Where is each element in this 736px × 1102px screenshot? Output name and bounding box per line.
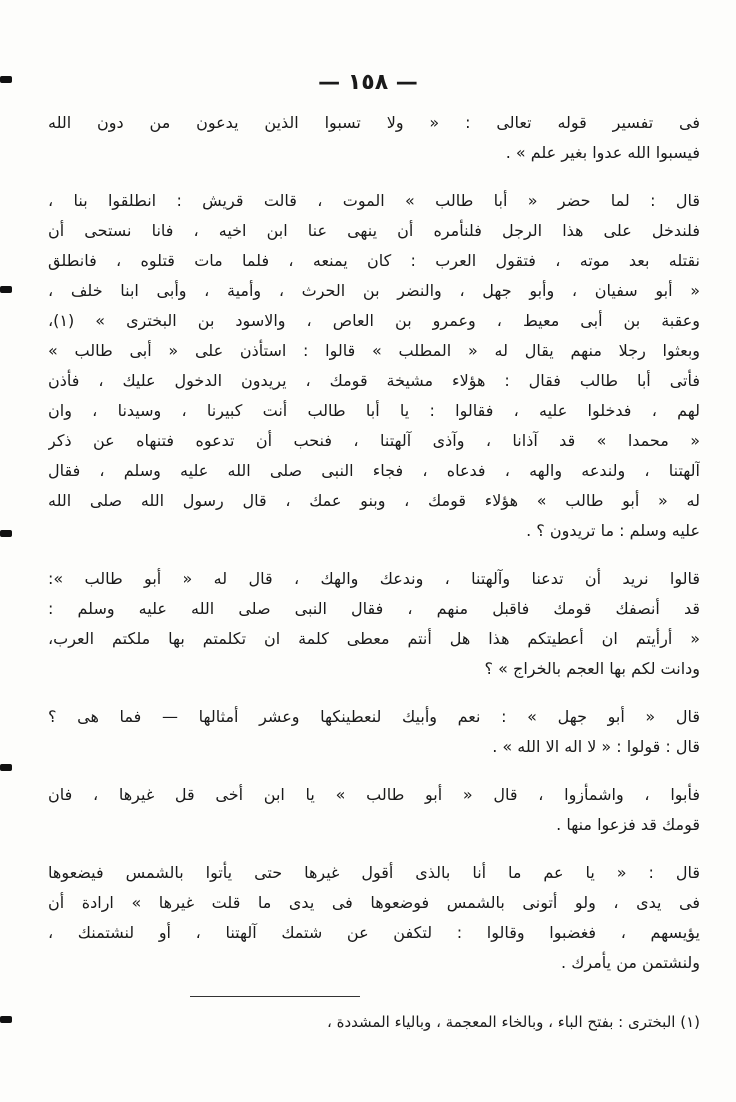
- text-line: قومك قد فزعوا منها .: [556, 815, 700, 834]
- paragraph: [48, 858, 700, 978]
- text-line: وبعثوا رجلا منهم يقال له « المطلب » قالوا : استأذن على « أبى طالب »: [48, 341, 700, 360]
- text-line: قال : « يا عم ما أنا بالذى أقول غيرها حتى يأتوا بالشمس فيضعوها: [48, 863, 700, 882]
- scan-edge-mark: [0, 764, 12, 771]
- footnote: (١) البخترى : بفتح الباء ، وبالخاء المعجمة ، وبالياء المشددة ،: [327, 1013, 700, 1031]
- text-line: قالوا نريد أن تدعنا وآلهتنا ، وندعك والهك ، قال له « أبو طالب »:: [48, 569, 700, 588]
- scan-edge-mark: [0, 286, 12, 293]
- text-line: فأبوا ، واشمأزوا ، قال « أبو طالب » يا ابن أخى قل غيرها ، فان: [48, 785, 700, 804]
- paragraph: [48, 780, 700, 840]
- text-line: قال « أبو جهل » : نعم وأبيك لنعطينكها وعشر أمثالها — فما هى ؟: [48, 707, 700, 726]
- text-line: فى تفسير قوله تعالى : « ولا تسبوا الذين يدعون من دون الله: [48, 113, 700, 132]
- text-line: ولنشتمن من يأمرك .: [561, 953, 700, 972]
- footnote-divider: [190, 996, 360, 997]
- paragraph: [48, 186, 700, 546]
- text-line: « محمدا » قد آذانا ، وآذى آلهتنا ، فنحب أن تدعوه فتنهاه عن ذكر: [48, 431, 700, 450]
- text-line: فيسبوا الله عدوا بغير علم » .: [505, 143, 700, 162]
- paragraph: [48, 564, 700, 684]
- text-line: قال : قولوا : « لا اله الا الله » .: [492, 737, 700, 756]
- text-line: له « أبو طالب » هؤلاء قومك ، وبنو عمك ، قال رسول الله صلى الله: [48, 491, 700, 510]
- text-line: يؤيسهم ، فغضبوا وقالوا : لتكفن عن شتمك آلهتنا ، أو لنشتمنك ،: [48, 923, 700, 942]
- text-line: فى يدى ، ولو أتونى بالشمس فوضعوها فى يدى ما قلت غيرها » ارادة أن: [48, 893, 700, 912]
- text-line: قال : لما حضر « أبا طالب » الموت ، قالت قريش : انطلقوا بنا ،: [48, 191, 700, 210]
- scan-edge-mark: [0, 1016, 12, 1023]
- text-line: لهم ، فدخلوا عليه ، فقالوا : يا أبا طالب أنت كبيرنا ، وسيدنا ، وان: [48, 401, 700, 420]
- scan-edge-mark: [0, 530, 12, 537]
- paragraph: [48, 702, 700, 762]
- text-line: قد أنصفك قومك فاقبل منهم ، فقال النبى صلى الله عليه وسلم :: [48, 599, 700, 618]
- text-line: آلهتنا ، ولندعه والهه ، فدعاه ، فجاء النبى صلى الله عليه وسلم ، فقال: [48, 461, 700, 480]
- text-line: عليه وسلم : ما تريدون ؟ .: [526, 521, 700, 540]
- text-line: فلندخل على هذا الرجل فلنأمره أن ينهى عنا ابن اخيه ، فانا نستحى أن: [48, 221, 700, 240]
- text-line: فأتى أبا طالب فقال : هؤلاء مشيخة قومك ، يريدون الدخول عليك ، فأذن: [48, 371, 700, 390]
- text-line: « أبو سفيان ، وأبو جهل ، والنضر بن الحرث ، وأمية ، وأبى ابنا خلف ،: [48, 281, 700, 300]
- text-line: « أرأيتم ان أعطيتكم هذا هل أنتم معطى كلمة ان تكلمتم بها ملكتم العرب،: [48, 629, 700, 648]
- text-line: نقتله بعد موته ، فتقول العرب : كان يمنعه ، فلما مات قتلوه ، فانطلق: [48, 251, 700, 270]
- page-body: [48, 108, 700, 996]
- text-line: ودانت لكم بها العجم بالخراج » ؟: [484, 659, 700, 678]
- page-number: — ١٥٨ —: [318, 70, 418, 95]
- text-line: وعقبة بن أبى معيط ، وعمرو بن العاص ، والاسود بن البخترى » (١)،: [48, 311, 700, 330]
- paragraph: [48, 108, 700, 168]
